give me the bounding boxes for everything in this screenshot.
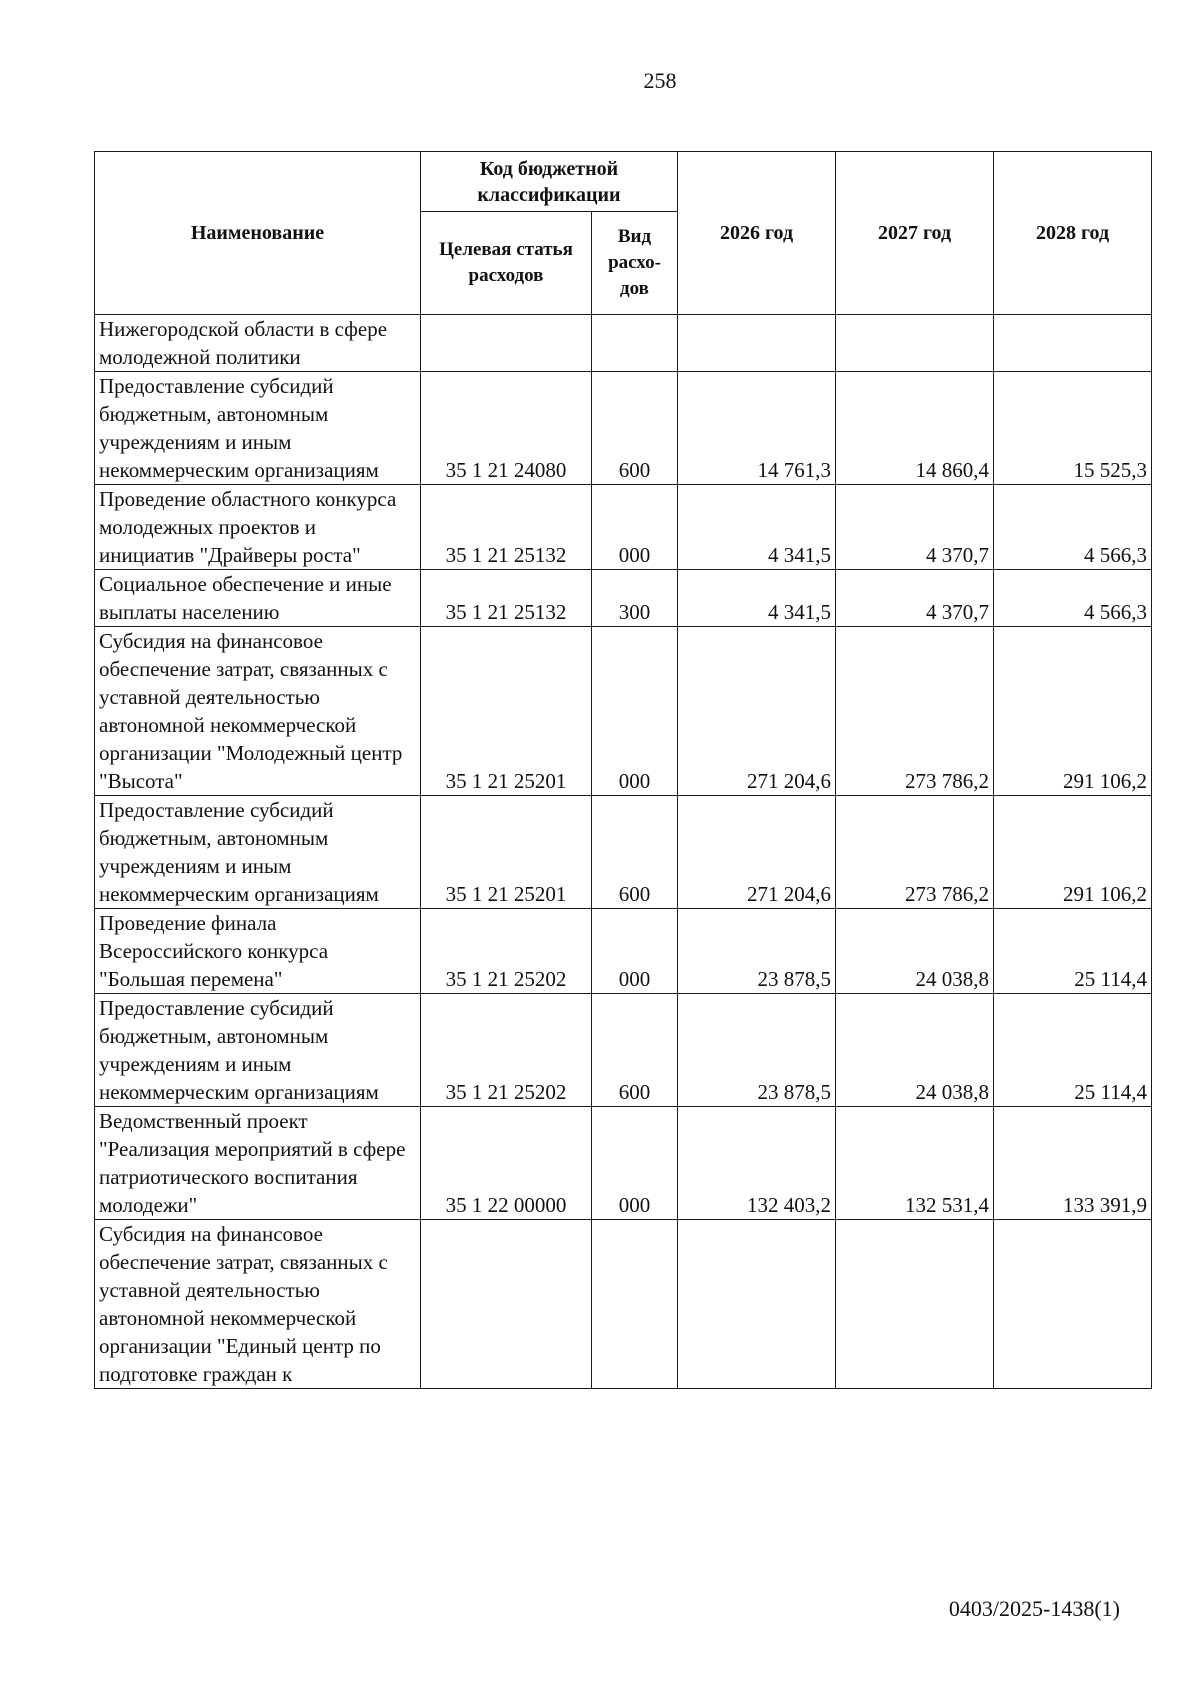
- row-2027-value-cell: 24 038,8: [836, 994, 994, 1107]
- row-2027-value-cell: [836, 1220, 994, 1389]
- row-2027-value-cell: 273 786,2: [836, 796, 994, 909]
- row-2026-value-cell: [678, 315, 836, 372]
- row-2028-value-cell: 291 106,2: [994, 796, 1152, 909]
- table-row: [95, 909, 1152, 994]
- row-name-cell: Предоставление субсидий бюджетным, автономным учреждениям и иным некоммерческим организациям: [95, 796, 421, 909]
- row-2026-value-cell: 23 878,5: [678, 994, 836, 1107]
- row-target-article-cell: 35 1 21 25132: [421, 570, 592, 627]
- row-name-cell: Ведомственный проект "Реализация мероприятий в сфере патриотического воспитания молодежи": [95, 1107, 421, 1220]
- row-2027-value-cell: 24 038,8: [836, 909, 994, 994]
- row-expense-type-cell: 000: [592, 1107, 678, 1220]
- row-name-cell: Предоставление субсидий бюджетным, автономным учреждениям и иным некоммерческим организациям: [95, 372, 421, 485]
- row-2028-value-cell: 25 114,4: [994, 909, 1152, 994]
- row-2027-value-cell: 4 370,7: [836, 485, 994, 570]
- row-name-cell: Субсидия на финансовое обеспечение затрат, связанных с уставной деятельностью автономной некоммерческой организации "Единый центр по подготовке граждан к: [95, 1220, 421, 1389]
- row-2028-value-cell: 25 114,4: [994, 994, 1152, 1107]
- table-row: [95, 372, 1152, 485]
- row-target-article-cell: 35 1 21 25132: [421, 485, 592, 570]
- table-row: [95, 315, 1152, 372]
- header-target-article: Целевая статья расходов: [421, 212, 592, 315]
- row-name-cell: Социальное обеспечение и иные выплаты населению: [95, 570, 421, 627]
- row-2028-value-cell: 4 566,3: [994, 570, 1152, 627]
- row-expense-type-cell: 600: [592, 372, 678, 485]
- header-expense-type: Вид расхо-дов: [592, 212, 678, 315]
- row-expense-type-cell: 000: [592, 627, 678, 796]
- row-expense-type-cell: [592, 315, 678, 372]
- row-2028-value-cell: 15 525,3: [994, 372, 1152, 485]
- row-2027-value-cell: 4 370,7: [836, 570, 994, 627]
- row-2026-value-cell: 271 204,6: [678, 796, 836, 909]
- row-target-article-cell: 35 1 21 25202: [421, 909, 592, 994]
- header-year-2028: 2028 год: [994, 152, 1152, 315]
- row-expense-type-cell: 000: [592, 909, 678, 994]
- row-2026-value-cell: 271 204,6: [678, 627, 836, 796]
- row-name-cell: Нижегородской области в сфере молодежной политики: [95, 315, 421, 372]
- row-target-article-cell: 35 1 21 25201: [421, 796, 592, 909]
- row-expense-type-cell: 600: [592, 994, 678, 1107]
- header-name: Наименование: [95, 152, 421, 315]
- table-row: [95, 796, 1152, 909]
- row-expense-type-cell: 600: [592, 796, 678, 909]
- row-target-article-cell: 35 1 21 24080: [421, 372, 592, 485]
- row-target-article-cell: 35 1 22 00000: [421, 1107, 592, 1220]
- table-body: [95, 315, 1152, 1389]
- row-2028-value-cell: [994, 1220, 1152, 1389]
- row-2028-value-cell: 4 566,3: [994, 485, 1152, 570]
- row-expense-type-cell: [592, 1220, 678, 1389]
- page-number: 258: [643, 68, 677, 93]
- row-2027-value-cell: 132 531,4: [836, 1107, 994, 1220]
- row-2028-value-cell: [994, 315, 1152, 372]
- row-2027-value-cell: 273 786,2: [836, 627, 994, 796]
- header-year-2026: 2026 год: [678, 152, 836, 315]
- table-row: [95, 1220, 1152, 1389]
- row-expense-type-cell: 300: [592, 570, 678, 627]
- row-name-cell: Проведение финала Всероссийского конкурса "Большая перемена": [95, 909, 421, 994]
- row-2026-value-cell: 14 761,3: [678, 372, 836, 485]
- row-name-cell: Проведение областного конкурса молодежных проектов и инициатив "Драйверы роста": [95, 485, 421, 570]
- budget-table: [94, 151, 1152, 1389]
- row-2027-value-cell: 14 860,4: [836, 372, 994, 485]
- row-2026-value-cell: 4 341,5: [678, 485, 836, 570]
- row-2026-value-cell: 4 341,5: [678, 570, 836, 627]
- row-target-article-cell: 35 1 21 25202: [421, 994, 592, 1107]
- row-2026-value-cell: 23 878,5: [678, 909, 836, 994]
- table-row: [95, 994, 1152, 1107]
- row-expense-type-cell: 000: [592, 485, 678, 570]
- table-row: [95, 570, 1152, 627]
- row-2028-value-cell: 291 106,2: [994, 627, 1152, 796]
- row-name-cell: Субсидия на финансовое обеспечение затрат, связанных с уставной деятельностью автономной некоммерческой организации "Молодежный центр "Высота": [95, 627, 421, 796]
- row-2028-value-cell: 133 391,9: [994, 1107, 1152, 1220]
- header-budget-code-group: Код бюджетной классификации: [421, 152, 678, 212]
- table-header: [95, 152, 1152, 315]
- table-row: [95, 1107, 1152, 1220]
- row-target-article-cell: [421, 315, 592, 372]
- table-row: [95, 485, 1152, 570]
- row-target-article-cell: [421, 1220, 592, 1389]
- row-2026-value-cell: [678, 1220, 836, 1389]
- table-row: [95, 627, 1152, 796]
- row-2027-value-cell: [836, 315, 994, 372]
- row-name-cell: Предоставление субсидий бюджетным, автономным учреждениям и иным некоммерческим организациям: [95, 994, 421, 1107]
- document-code: 0403/2025-1438(1): [948, 1596, 1120, 1621]
- row-target-article-cell: 35 1 21 25201: [421, 627, 592, 796]
- header-year-2027: 2027 год: [836, 152, 994, 315]
- row-2026-value-cell: 132 403,2: [678, 1107, 836, 1220]
